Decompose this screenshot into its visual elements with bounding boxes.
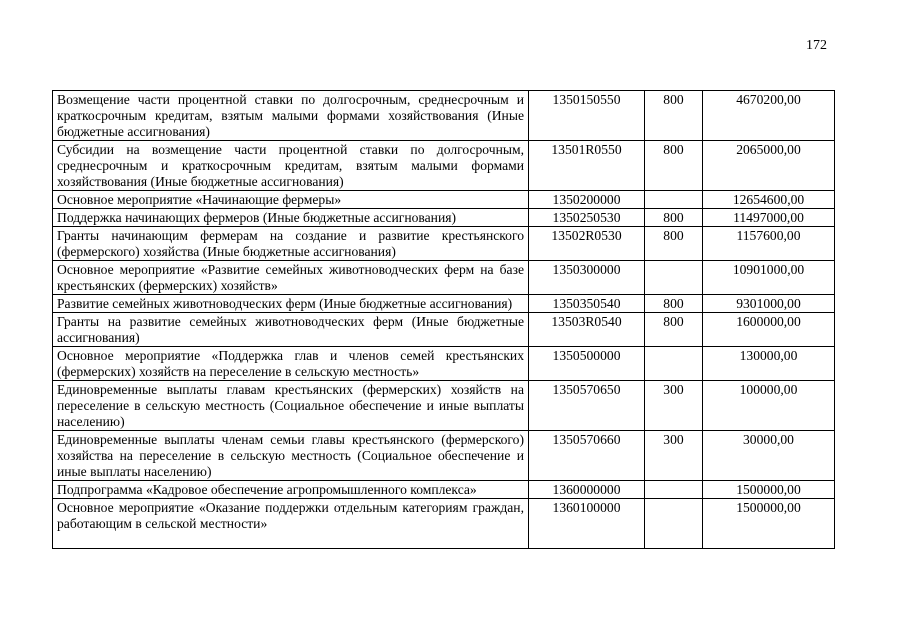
row-type-cell — [645, 191, 703, 209]
table-row — [53, 499, 835, 549]
row-name-cell: Гранты на развитие семейных животноводческих ферм (Иные бюджетные ассигнования) — [53, 313, 529, 347]
row-code-cell: 1350500000 — [529, 347, 645, 381]
table-row — [53, 431, 835, 481]
table-row — [53, 191, 835, 209]
row-type-cell: 800 — [645, 209, 703, 227]
row-type-cell: 800 — [645, 227, 703, 261]
row-type-cell — [645, 347, 703, 381]
table-row — [53, 313, 835, 347]
row-name-cell: Субсидии на возмещение части процентной ставки по долгосрочным, среднесрочным и краткосрочным кредитам, взятым малыми формами хозяйствования (Иные бюджетные ассигнования) — [53, 141, 529, 191]
row-name-cell: Основное мероприятие «Поддержка глав и членов семей крестьянских (фермерских) хозяйств на переселение в сельскую местность» — [53, 347, 529, 381]
row-code-cell: 1350350540 — [529, 295, 645, 313]
table-row — [53, 381, 835, 431]
budget-table — [52, 90, 835, 549]
row-name-cell: Поддержка начинающих фермеров (Иные бюджетные ассигнования) — [53, 209, 529, 227]
row-sum-cell: 12654600,00 — [703, 191, 835, 209]
row-name-cell: Основное мероприятие «Начинающие фермеры» — [53, 191, 529, 209]
row-code-cell: 13501R0550 — [529, 141, 645, 191]
row-name-cell: Единовременные выплаты главам крестьянских (фермерских) хозяйств на переселение в сельскую местность (Социальное обеспечение и иные выплаты населению) — [53, 381, 529, 431]
table-row — [53, 347, 835, 381]
table-row — [53, 227, 835, 261]
row-name-cell: Основное мероприятие «Развитие семейных животноводческих ферм на базе крестьянских (фермерских) хозяйств» — [53, 261, 529, 295]
row-code-cell: 1350570660 — [529, 431, 645, 481]
row-sum-cell: 4670200,00 — [703, 91, 835, 141]
table-row — [53, 209, 835, 227]
row-type-cell: 300 — [645, 381, 703, 431]
row-name-cell: Возмещение части процентной ставки по долгосрочным, среднесрочным и краткосрочным кредитам, взятым малыми формами хозяйствования (Иные бюджетные ассигнования) — [53, 91, 529, 141]
row-type-cell — [645, 499, 703, 549]
row-code-cell: 1360000000 — [529, 481, 645, 499]
row-name-cell: Развитие семейных животноводческих ферм (Иные бюджетные ассигнования) — [53, 295, 529, 313]
row-sum-cell: 11497000,00 — [703, 209, 835, 227]
row-name-cell: Единовременные выплаты членам семьи главы крестьянского (фермерского) хозяйства на переселение в сельскую местность (Социальное обеспечение и иные выплаты населению) — [53, 431, 529, 481]
table-row — [53, 481, 835, 499]
row-name-cell: Подпрограмма «Кадровое обеспечение агропромышленного комплекса» — [53, 481, 529, 499]
table-row — [53, 295, 835, 313]
row-sum-cell: 1500000,00 — [703, 481, 835, 499]
table-row — [53, 141, 835, 191]
row-sum-cell: 10901000,00 — [703, 261, 835, 295]
row-type-cell: 300 — [645, 431, 703, 481]
row-code-cell: 1350250530 — [529, 209, 645, 227]
table-row — [53, 261, 835, 295]
row-sum-cell: 1157600,00 — [703, 227, 835, 261]
row-type-cell: 800 — [645, 313, 703, 347]
page-number: 172 — [806, 38, 827, 53]
row-sum-cell: 1600000,00 — [703, 313, 835, 347]
row-code-cell: 1350300000 — [529, 261, 645, 295]
row-type-cell: 800 — [645, 91, 703, 141]
row-code-cell: 1350150550 — [529, 91, 645, 141]
row-name-cell: Гранты начинающим фермерам на создание и развитие крестьянского (фермерского) хозяйства (Иные бюджетные ассигнования) — [53, 227, 529, 261]
row-type-cell — [645, 261, 703, 295]
row-name-cell: Основное мероприятие «Оказание поддержки отдельным категориям граждан, работающим в сельской местности» — [53, 499, 529, 549]
row-type-cell: 800 — [645, 141, 703, 191]
row-type-cell — [645, 481, 703, 499]
row-sum-cell: 2065000,00 — [703, 141, 835, 191]
row-code-cell: 1350570650 — [529, 381, 645, 431]
row-code-cell: 13503R0540 — [529, 313, 645, 347]
row-code-cell: 1350200000 — [529, 191, 645, 209]
row-code-cell: 1360100000 — [529, 499, 645, 549]
table-row — [53, 91, 835, 141]
row-sum-cell: 30000,00 — [703, 431, 835, 481]
row-sum-cell: 100000,00 — [703, 381, 835, 431]
row-sum-cell: 9301000,00 — [703, 295, 835, 313]
row-type-cell: 800 — [645, 295, 703, 313]
row-sum-cell: 130000,00 — [703, 347, 835, 381]
row-sum-cell: 1500000,00 — [703, 499, 835, 549]
row-code-cell: 13502R0530 — [529, 227, 645, 261]
